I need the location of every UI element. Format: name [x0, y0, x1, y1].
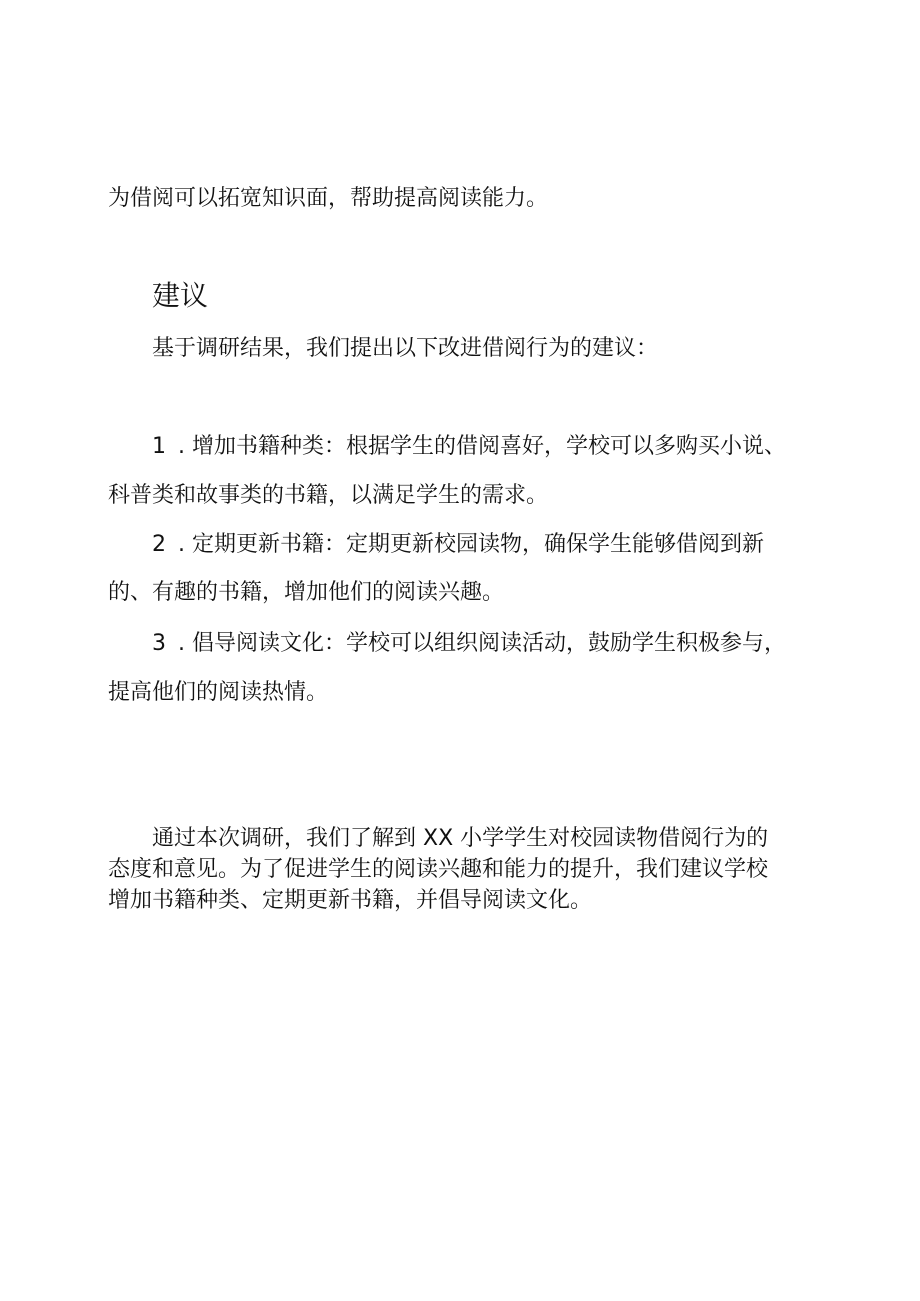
section-intro: 基于调研结果，我们提出以下改进借阅行为的建议：: [152, 336, 659, 361]
list-item-1-text: . 增加书籍种类：根据学生的借阅喜好，学校可以多购买小说、: [178, 434, 786, 459]
conclusion-line-3: 增加书籍种类、定期更新书籍，并倡导阅读文化。: [108, 888, 593, 913]
conclusion-line-1: 通过本次调研，我们了解到 XX 小学学生对校园读物借阅行为的: [152, 826, 769, 851]
section-heading: 建议: [152, 279, 209, 312]
list-item-1-number: 1: [152, 434, 166, 459]
paragraph-fragment: 为借阅可以拓宽知识面，帮助提高阅读能力。: [108, 186, 549, 211]
conclusion-line-2: 态度和意见。为了促进学生的阅读兴趣和能力的提升，我们建议学校: [108, 857, 769, 882]
list-item-3-number: 3: [152, 631, 166, 656]
list-item-3-text: . 倡导阅读文化：学校可以组织阅读活动，鼓励学生积极参与，: [178, 631, 786, 656]
list-item-2-line-2: 的、有趣的书籍，增加他们的阅读兴趣。: [108, 580, 505, 605]
list-item-3-line-1: [152, 629, 852, 659]
list-item-1-line-2: 科普类和故事类的书籍，以满足学生的需求。: [108, 483, 549, 508]
list-item-2-line-1: [152, 530, 852, 560]
list-item-3-line-2: 提高他们的阅读热情。: [108, 680, 329, 705]
list-item-1-line-1: [152, 432, 852, 462]
list-item-2-number: 2: [152, 532, 166, 557]
list-item-2-text: . 定期更新书籍：定期更新校园读物，确保学生能够借阅到新: [178, 532, 764, 557]
